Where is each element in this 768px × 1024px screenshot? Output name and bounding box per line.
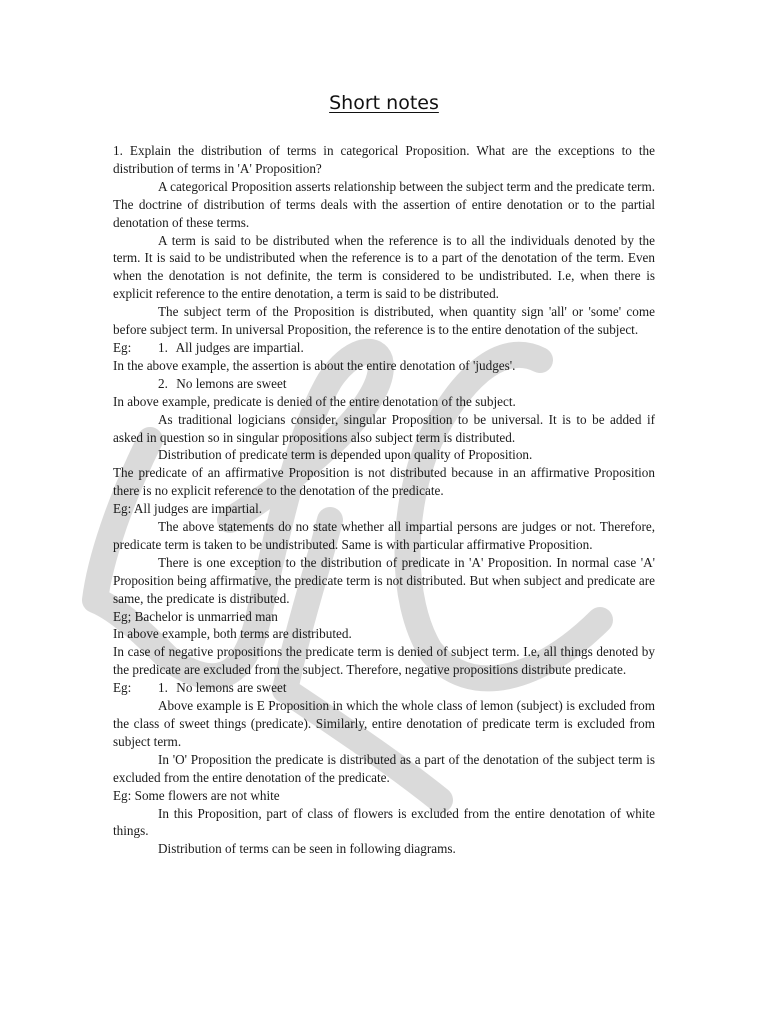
notes-body bbox=[113, 142, 655, 858]
example-line: Eg: All judges are impartial. bbox=[113, 501, 263, 517]
paragraph: A categorical Proposition asserts relationship between the subject term and the predicate term. The doctrine of distribution of terms deals with the assertion of entire denotation or to the partial denotation of these terms. bbox=[113, 178, 655, 230]
example-text: No lemons are sweet bbox=[176, 680, 287, 696]
paragraph: In the above example, the assertion is about the entire denotation of 'judges'. bbox=[113, 357, 516, 373]
watermark-text: DLC bbox=[0, 0, 2, 1]
paragraph: The predicate of an affirmative Proposition is not distributed because in an affirmative Proposition there is no explicit reference to the denotation of the predicate. bbox=[113, 465, 655, 499]
paragraph: In case of negative propositions the predicate term is denied of subject term. I.e, all things denoted by the predicate are excluded from the subject. Therefore, negative propositions distribute predicate. bbox=[113, 644, 655, 678]
paragraph: In this Proposition, part of class of flowers is excluded from the entire denotation of white things. bbox=[113, 805, 655, 839]
paragraph: There is one exception to the distribution of predicate in 'A' Proposition. In normal case 'A' Proposition being affirmative, the predicate term is not distributed. But when subject and predicate are same, the predicate is distributed. bbox=[113, 554, 655, 606]
example-text: No lemons are sweet bbox=[176, 375, 287, 391]
paragraph: Distribution of predicate term is depended upon quality of Proposition. bbox=[158, 447, 533, 463]
example-line bbox=[113, 679, 655, 697]
example-number: 1. bbox=[158, 339, 168, 355]
paragraph: Above example is E Proposition in which the whole class of lemon (subject) is excluded from the class of sweet things (predicate). Similarly, entire denotation of predicate term is excluded from subject term. bbox=[113, 698, 655, 749]
paragraph: Distribution of terms can be seen in following diagrams. bbox=[158, 841, 456, 857]
paragraph: As traditional logicians consider, singular Proposition to be universal. It is to be added if asked in question so in singular propositions also subject term is distributed. bbox=[113, 411, 655, 445]
example-number: 1. bbox=[158, 680, 168, 696]
question-text: 1. Explain the distribution of terms in categorical Proposition. What are the exceptions to the distribution of terms in 'A' Proposition? bbox=[113, 143, 655, 176]
example-text: All judges are impartial. bbox=[175, 339, 304, 355]
example-number: 2. bbox=[158, 375, 168, 391]
example-line bbox=[113, 339, 655, 357]
paragraph: In 'O' Proposition the predicate is distributed as a part of the denotation of the subject term is excluded from the entire denotation of the predicate. bbox=[113, 751, 655, 785]
example-line: Eg; Bachelor is unmarried man bbox=[113, 608, 278, 624]
page-title: Short notes bbox=[329, 92, 439, 114]
paragraph: The subject term of the Proposition is distributed, when quantity sign 'all' or 'some' come before subject term. In universal Proposition, the reference is to the entire denotation of the subject. bbox=[113, 304, 655, 338]
paragraph: The above statements do no state whether all impartial persons are judges or not. Therefore, predicate term is taken to be undistributed. Same is with particular affirmative Proposition. bbox=[113, 519, 655, 552]
example-line: Eg: Some flowers are not white bbox=[113, 787, 280, 803]
paragraph: In above example, both terms are distributed. bbox=[113, 626, 352, 642]
example-label: Eg: bbox=[113, 339, 132, 355]
example-label: Eg: bbox=[113, 680, 132, 696]
paragraph: A term is said to be distributed when the reference is to all the individuals denoted by the term. It is said to be undistributed when the reference is to a part of the denotation of the term. Even when the denotation is not definite, the term is considered to be undistributed. I.e, when there is explicit reference to the entire denotation, a term is said to be distributed. bbox=[113, 232, 655, 302]
paragraph: In above example, predicate is denied of the entire denotation of the subject. bbox=[113, 393, 516, 409]
example-line bbox=[113, 375, 655, 393]
